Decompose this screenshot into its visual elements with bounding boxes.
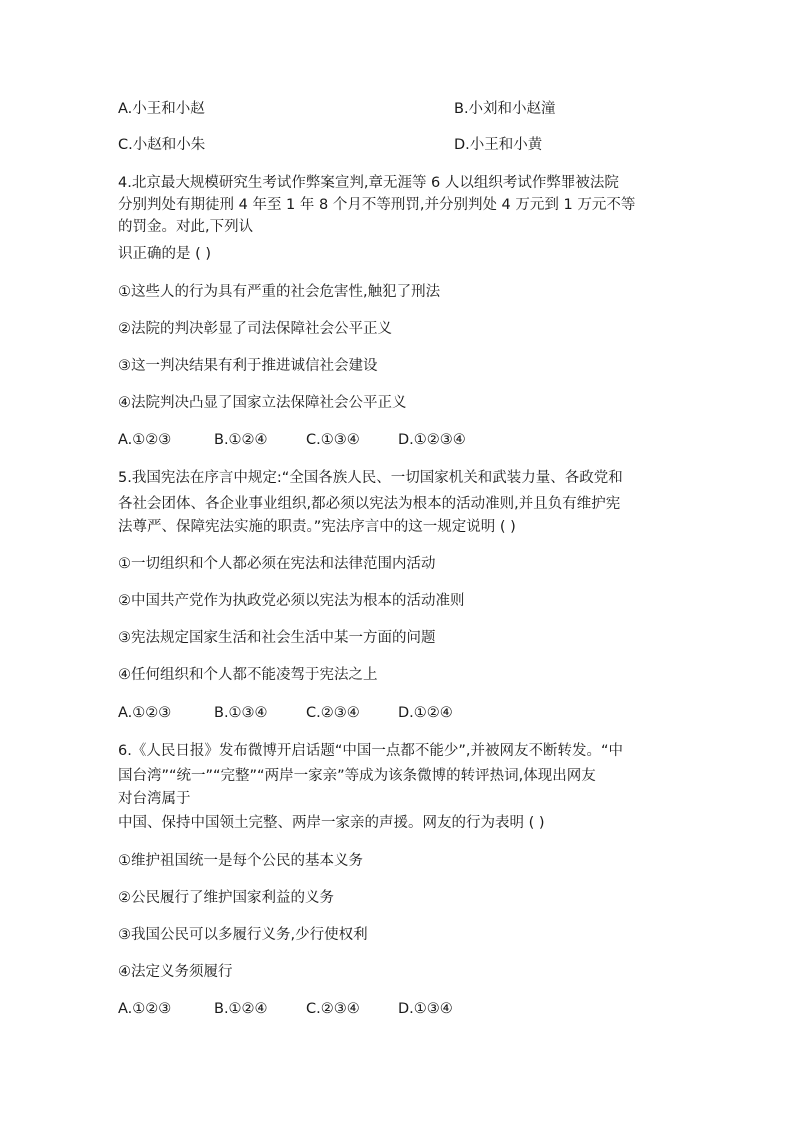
q6-option-c: C.②③④ — [306, 1001, 360, 1017]
q6-options-row — [118, 998, 453, 1020]
q4-item-2: ②法院的判决彰显了司法保障社会公平正义 — [118, 321, 392, 337]
q4-stem-line-4: 识正确的是 ( ) — [118, 246, 212, 262]
q5-stem-line-3: 法尊严、保障宪法实施的职责。”宪法序言中的这一规定说明 ( ) — [118, 519, 516, 535]
q5-stem-line-2: 各社会团体、各企业事业组织,都必须以宪法为根本的活动准则,并且负有维护宪 — [118, 496, 621, 512]
q5-option-b: B.①③④ — [214, 705, 268, 721]
q3-option-c: C.小赵和小朱 — [118, 137, 206, 153]
q6-option-a: A.①②③ — [118, 1001, 172, 1017]
q6-option-b: B.①②④ — [214, 1001, 268, 1017]
q5-option-a: A.①②③ — [118, 705, 172, 721]
q5-item-2: ②中国共产党作为执政党必须以宪法为根本的活动准则 — [118, 593, 465, 609]
q5-stem-line-1: 5.我国宪法在序言中规定:“全国各族人民、一切国家机关和武装力量、各政党和 — [118, 470, 623, 486]
q5-item-1: ①一切组织和个人都必须在宪法和法律范围内活动 — [118, 556, 436, 572]
q6-stem-line-4: 中国、保持中国领土完整、两岸一家亲的声援。网友的行为表明 ( ) — [118, 815, 545, 831]
q4-option-c: C.①③④ — [306, 432, 360, 448]
q4-item-3: ③这一判决结果有利于推进诚信社会建设 — [118, 358, 378, 374]
q5-option-d: D.①②④ — [398, 705, 453, 721]
q4-stem-line-1: 4.北京最大规模研究生考试作弊案宣判,章无涯等 6 人以组织考试作弊罪被法院 — [118, 175, 619, 191]
q6-item-2: ②公民履行了维护国家利益的义务 — [118, 890, 334, 906]
q5-item-3: ③宪法规定国家生活和社会生活中某一方面的问题 — [118, 630, 436, 646]
q6-item-4: ④法定义务须履行 — [118, 964, 233, 980]
q4-options-row — [118, 429, 466, 451]
q4-option-a: A.①②③ — [118, 432, 172, 448]
q3-option-a: A.小王和小赵 — [118, 101, 205, 117]
q4-stem-line-2: 分别判处有期徒刑 4 年至 1 年 8 个月不等刑罚,并分别判处 4 万元到 1 万元不等 — [118, 197, 636, 213]
q6-stem-line-3: 对台湾属于 — [118, 791, 191, 807]
q4-stem-line-3: 的罚金。对此,下列认 — [118, 219, 254, 235]
q5-options-row — [118, 702, 453, 724]
q6-stem-line-1: 6.《人民日报》发布微博开启话题“中国一点都不能少”,并被网友不断转发。“中 — [118, 743, 623, 759]
q6-item-1: ①维护祖国统一是每个公民的基本义务 — [118, 853, 363, 869]
q4-option-d: D.①②③④ — [398, 432, 466, 448]
q6-option-d: D.①③④ — [398, 1001, 453, 1017]
q4-item-4: ④法院判决凸显了国家立法保障社会公平正义 — [118, 395, 407, 411]
q6-item-3: ③我国公民可以多履行义务,少行使权利 — [118, 927, 368, 943]
q4-item-1: ①这些人的行为具有严重的社会危害性,触犯了刑法 — [118, 284, 441, 300]
q3-option-d: D.小王和小黄 — [454, 137, 543, 153]
q3-option-b: B.小刘和小赵潼 — [454, 101, 556, 117]
q4-option-b: B.①②④ — [214, 432, 268, 448]
q5-item-4: ④任何组织和个人都不能凌驾于宪法之上 — [118, 667, 378, 683]
q5-option-c: C.②③④ — [306, 705, 360, 721]
q6-stem-line-2: 国台湾”“统一”“完整”“两岸一家亲”等成为该条微博的转评热词,体现出网友 — [118, 768, 596, 784]
